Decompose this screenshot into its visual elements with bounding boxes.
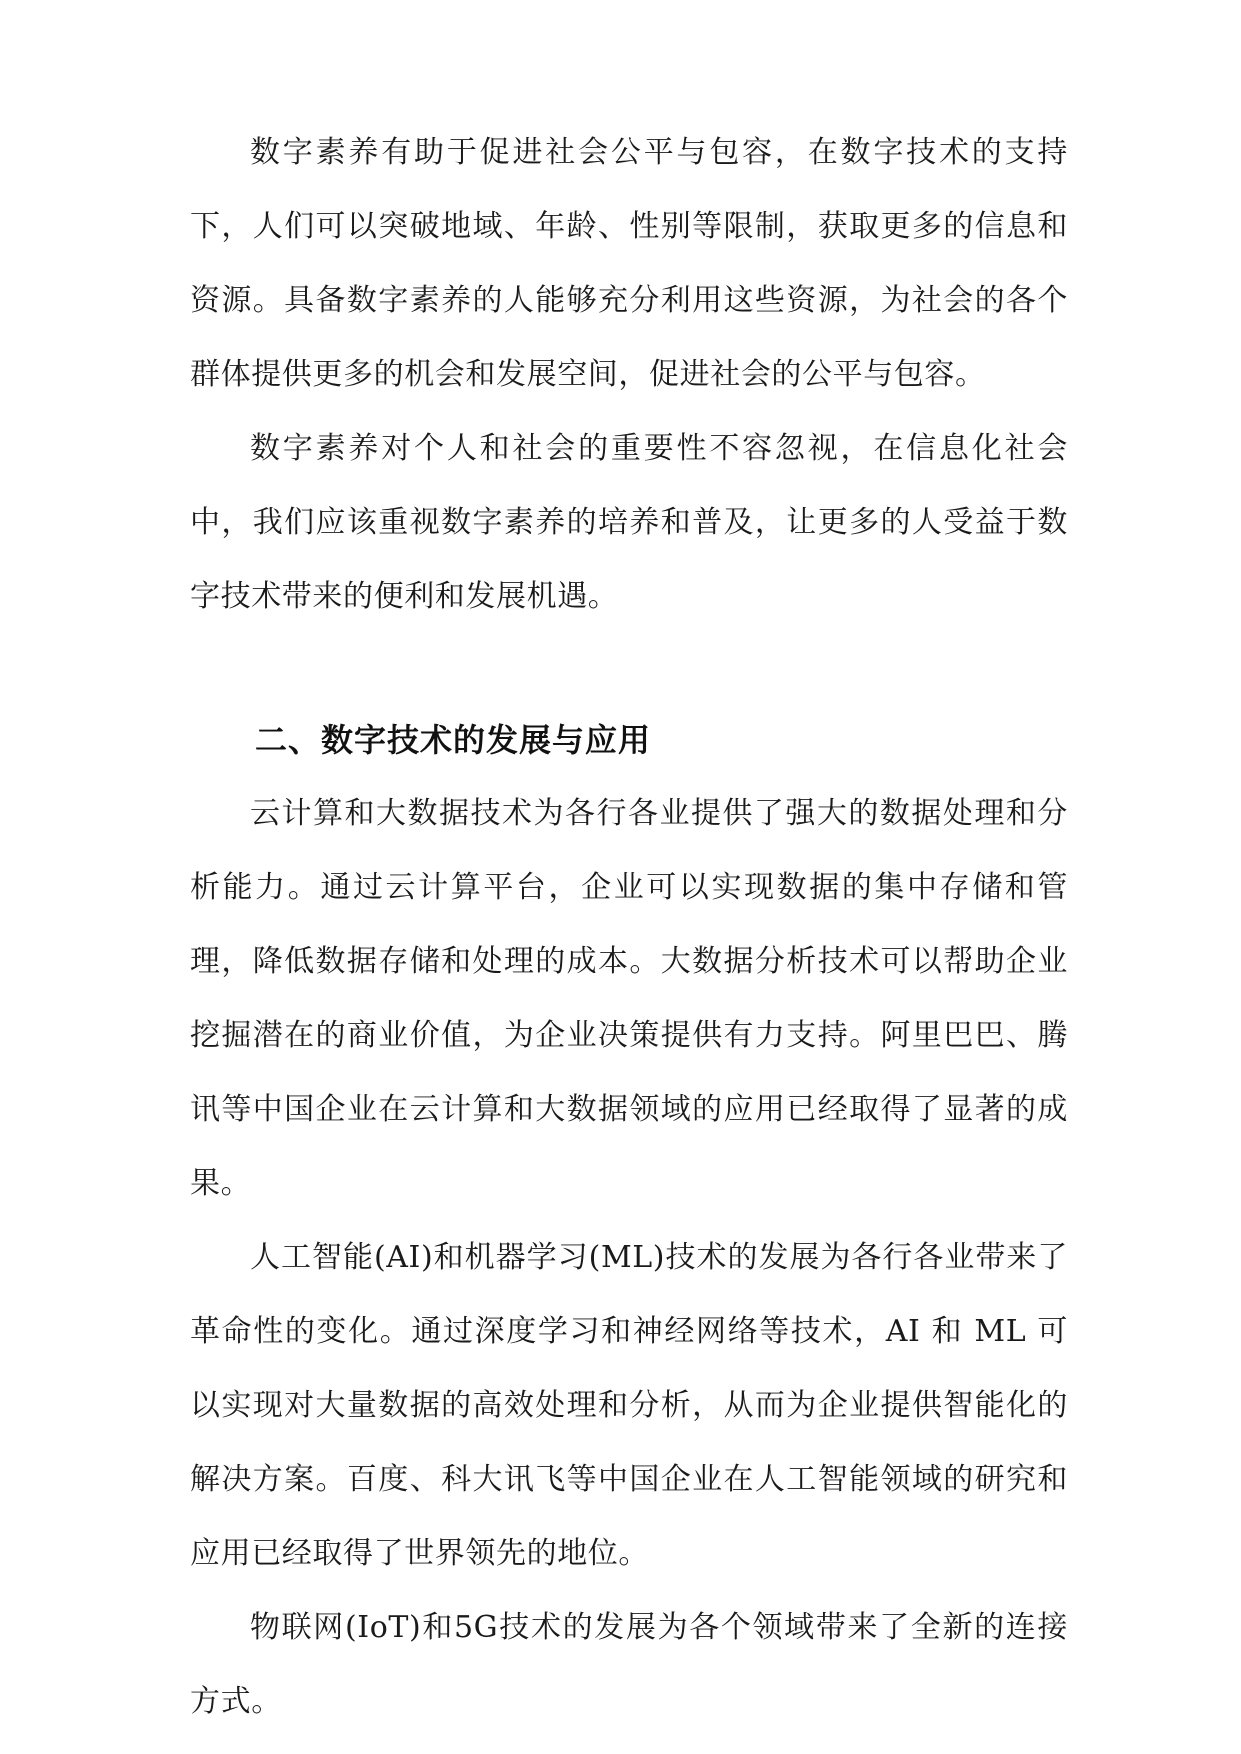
section-2-body [190, 777, 1068, 1739]
paragraph-social-equity: 数字素养有助于促进社会公平与包容，在数字技术的支持下，人们可以突破地域、年龄、性别等限制，获取更多的信息和资源。具备数字素养的人能够充分利用这些资源，为社会的各个群体提供更多的机会和发展空间，促进社会的公平与包容。 [190, 135, 1068, 392]
paragraph-ai-ml: 人工智能(AI)和机器学习(ML)技术的发展为各行各业带来了革命性的变化。通过深度学习和神经网络等技术，AI 和 ML 可以实现对大量数据的高效处理和分析，从而为企业提供智能化的解决方案。百度、科大讯飞等中国企业在人工智能领域的研究和应用已经取得了世界领先的地位。 [190, 1240, 1068, 1571]
section-1-body [190, 116, 1068, 634]
section-heading: 二、数字技术的发展与应用 [255, 721, 652, 759]
paragraph-importance: 数字素养对个人和社会的重要性不容忽视，在信息化社会中，我们应该重视数字素养的培养和普及，让更多的人受益于数字技术带来的便利和发展机遇。 [190, 431, 1068, 614]
paragraph-cloud-bigdata: 云计算和大数据技术为各行各业提供了强大的数据处理和分析能力。通过云计算平台，企业可以实现数据的集中存储和管理，降低数据存储和处理的成本。大数据分析技术可以帮助企业挖掘潜在的商业价值，为企业决策提供有力支持。阿里巴巴、腾讯等中国企业在云计算和大数据领域的应用已经取得了显著的成果。 [190, 796, 1068, 1201]
paragraph-iot-5g: 物联网(IoT)和5G技术的发展为各个领域带来了全新的连接方式。 [190, 1610, 1068, 1719]
